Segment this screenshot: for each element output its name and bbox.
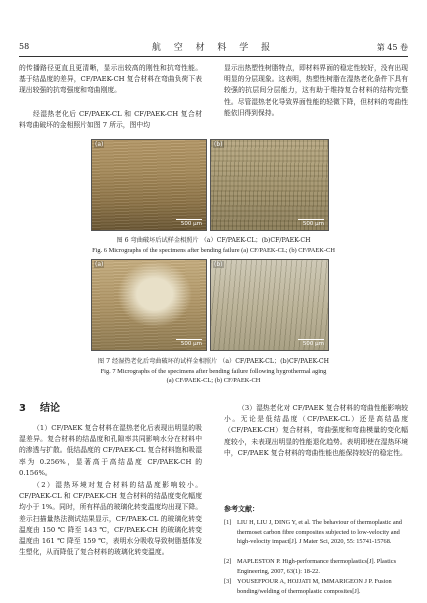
page-number: 58: [19, 42, 30, 51]
figure6-micrograph-b: [210, 139, 329, 231]
figure-panel-label: (a): [95, 261, 104, 268]
section-title: 结论: [39, 403, 60, 414]
figure7-micrograph-a: [91, 259, 207, 351]
figure7-caption-en-line2: (a) CF/PAEK-CL; (b) CF/PAEK-CH: [166, 377, 261, 384]
section-heading: [19, 399, 60, 414]
figure-panel-label: (b): [214, 141, 223, 148]
scale-bar: [176, 339, 202, 340]
figure6-caption-en: Fig. 6 Micrographs of the specimens after bending failure (a) CF/PAEK-CL; (b) CF/PAEK-CH: [92, 247, 335, 254]
figure7-caption-cn: 图 7 经湿热老化后弯曲破坏的试样金相照片 （a）CF/PAEK-CL；(b)CF/PAEK-CH: [97, 358, 330, 365]
body-paragraph: 的传播路径更直且更清晰，显示出较高的刚性和抗弯性能。基于结晶度的差异，CF/PAEK-CH 复合材料在弯曲负荷下表现出较强的抗弯强度和弯曲刚度。: [19, 64, 202, 95]
reference-item: [224, 577, 408, 596]
reference-text: LIU H, LIU J, DING Y, et al. The behaviour of thermoplastic and thermoset carbon fibre composites subjected to low-velocity and high-velocity impact[J]. J Mater Sci, 2020, 55: 15741-15768.: [237, 519, 402, 546]
scale-label: 500 μm: [302, 341, 324, 347]
scale-label: 500 μm: [180, 341, 202, 347]
scale-bar: [298, 339, 324, 340]
figure-panel-label: (a): [95, 141, 104, 148]
scale-bar: [298, 219, 324, 220]
figure6-micrograph-a: [91, 139, 207, 231]
reference-number: [3]: [224, 578, 232, 585]
reference-text: YOUSEFPOUR A, HOJJATI M, IMMARIGEON J P. Fusion bonding/welding of thermoplastic composites[J].: [237, 578, 392, 595]
figure-panel-label: (b): [214, 261, 223, 268]
reference-text: MAPLESTON P. High-performance thermoplastics[J]. Plastics Engineering, 2007, 63(1): 18-22.: [237, 558, 397, 575]
scale-label: 500 μm: [302, 221, 324, 227]
conclusion-paragraph: （1）CF/PAEK 复合材料在湿热老化后表现出明显的吸湿差异。复合材料的结晶度和孔隙率共同影响水分在材料中的渗透与扩散。低结晶度的 CF/PAEK-CL 复合材料饱和吸湿率为 0.256%，显著高于高结晶度 CF/PAEK-CH 的 0.156%。: [19, 424, 202, 477]
section-number: 3: [19, 403, 26, 414]
volume-label: 第 45 卷: [376, 43, 408, 52]
reference-item: [224, 557, 408, 576]
body-paragraph: 显示出热塑性树脂特点，即材料界面的稳定性较好，没有出现明显的分层现象。这表明，热塑性树脂在湿热老化条件下具有较强的抗层间分层能力，这有助于维持复合材料的结构完整性。尽管湿热老化导致界面性能的轻微下降，但材料的弯曲性能依旧得到保持。: [224, 64, 408, 117]
scale-bar: [176, 219, 202, 220]
reference-item: [224, 518, 408, 547]
conclusion-paragraph: （3）湿热老化对 CF/PAEK 复合材料的弯曲性能影响较小。无论是低结晶度（CF/PAEK-CL）还是高结晶度（CF/PAEK-CH）复合材料，弯曲强度和弯曲模量的变化幅度较小，未表现出明显的性能退化趋势。表明即使在湿热环境中，CF/PAEK 复合材料的弯曲性能也能保持较好的稳定性。: [224, 404, 408, 457]
figure7-micrograph-b: [210, 259, 329, 351]
scale-label: 500 μm: [180, 221, 202, 227]
reference-number: [1]: [224, 519, 232, 526]
reference-number: [2]: [224, 558, 232, 565]
header-rule: [19, 56, 408, 57]
conclusion-paragraph: （2）湿热环境对复合材料的结晶度影响较小。CF/PAEK-CL 和 CF/PAEK-CH 复合材料的结晶度变化幅度均小于 1%。同时，所有样品的玻璃化转变温度均出现下降。差示扫描量热法测试结果显示，CF/PAEK-CL 的玻璃化转变温度由 150 ℃ 降至 143 ℃，CF/PAEK-CH 的玻璃化转变温度由 161 ℃ 降至 159 ℃，表明水分吸收导致树脂基体发生塑化，从而降低了复合材料的玻璃化转变温度。: [19, 481, 202, 557]
journal-title: 航 空 材 料 学 报: [151, 43, 276, 53]
references-title: 参考文献：: [224, 505, 259, 513]
body-paragraph: 经湿热老化后 CF/PAEK-CL 和 CF/PAEK-CH 复合材料弯曲破坏的金相照片如图 7 所示，图中均: [19, 110, 202, 130]
figure7-caption-en-line1: Fig. 7 Micrographs of the specimens after bending failure following hygrothermal aging: [100, 368, 327, 375]
figure6-caption-cn: 图 6 弯曲破坏后试样金相照片 （a）CF/PAEK-CL；(b)CF/PAEK-CH: [116, 237, 311, 244]
page-header: [19, 40, 408, 56]
